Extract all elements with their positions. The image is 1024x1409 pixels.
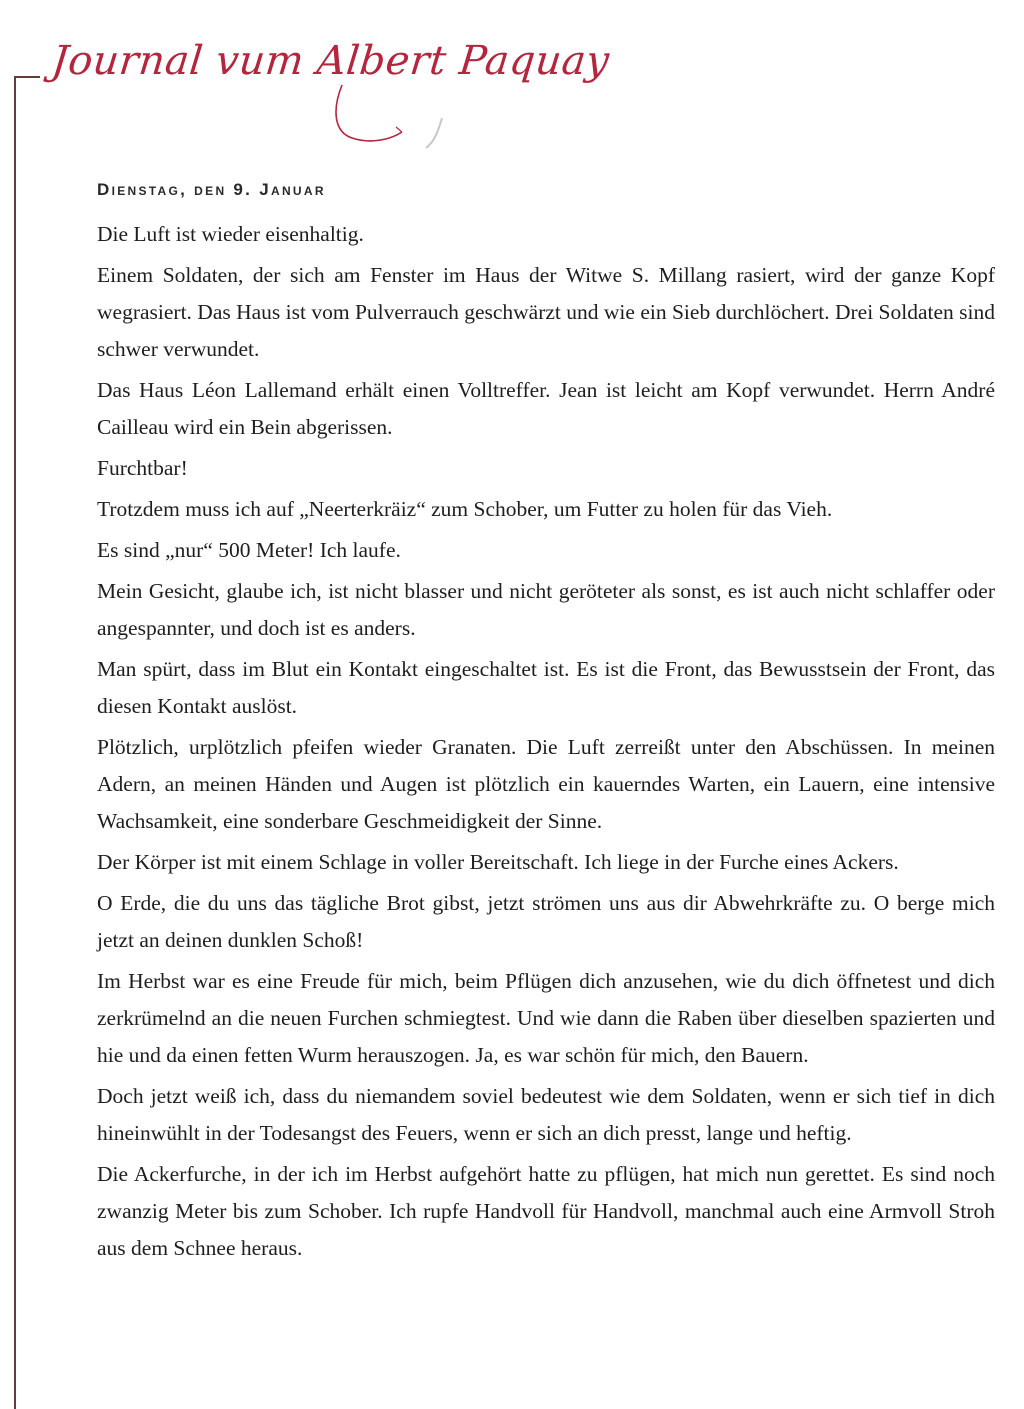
paragraph: Einem Soldaten, der sich am Fenster im Haus der Witwe S. Millang rasiert, wird der ganze Kopf wegrasiert. Das Haus ist vom Pulverrauch geschwärzt und wie ein Sieb durchlöchert. Drei Soldaten sind schwer verwundet. (97, 263, 995, 361)
paragraph: Die Luft ist wieder eisenhaltig. (97, 222, 364, 246)
paragraph: Der Körper ist mit einem Schlage in voller Bereitschaft. Ich liege in der Furche eines Ackers. (97, 850, 899, 874)
title-swash-ornament (330, 80, 460, 160)
paragraph: O Erde, die du uns das tägliche Brot gibst, jetzt strömen uns aus dir Abwehrkräfte zu. O berge mich jetzt an deinen dunklen Schoß! (97, 891, 995, 952)
journal-title: Journal vum Albert Paquay (49, 38, 612, 84)
entry-date-heading: Dienstag, den 9. Januar (97, 180, 326, 199)
frame-left-rule (14, 76, 16, 1409)
paragraph: Das Haus Léon Lallemand erhält einen Volltreffer. Jean ist leicht am Kopf verwundet. Herrn André Cailleau wird ein Bein abgerissen. (97, 378, 995, 439)
frame-top-rule (14, 76, 40, 78)
paragraph: Doch jetzt weiß ich, dass du niemandem soviel bedeutest wie dem Soldaten, wenn er sich tief in dich hineinwühlt in der Todesangst des Feuers, wenn er sich an dich presst, lange und heftig. (97, 1084, 995, 1145)
journal-entry (97, 178, 995, 1271)
paragraph: Es sind „nur“ 500 Meter! Ich laufe. (97, 538, 401, 562)
paragraph: Trotzdem muss ich auf „Neerterkräiz“ zum Schober, um Futter zu holen für das Vieh. (97, 497, 833, 521)
paragraph: Mein Gesicht, glaube ich, ist nicht blasser und nicht geröteter als sonst, es ist auch nicht schlaffer oder angespannter, und doch ist es anders. (97, 579, 995, 640)
paragraph: Furchtbar! (97, 456, 188, 480)
paragraph: Im Herbst war es eine Freude für mich, beim Pflügen dich anzusehen, wie du dich öffnetest und dich zerkrümelnd an die neuen Furchen schmiegtest. Und wie dann die Raben über dieselben spazierten und hie und da einen fetten Wurm herauszogen. Ja, es war schön für mich, den Bauern. (97, 969, 995, 1067)
paragraph: Man spürt, dass im Blut ein Kontakt eingeschaltet ist. Es ist die Front, das Bewusstsein der Front, das diesen Kontakt auslöst. (97, 657, 995, 718)
paragraph: Die Ackerfurche, in der ich im Herbst aufgehört hatte zu pflügen, hat mich nun gerettet. Es sind noch zwanzig Meter bis zum Schober. Ich rupfe Handvoll für Handvoll, manchmal auch eine Armvoll Stroh aus dem Schnee heraus. (97, 1162, 995, 1260)
paragraph: Plötzlich, urplötzlich pfeifen wieder Granaten. Die Luft zerreißt unter den Abschüssen. In meinen Adern, an meinen Händen und Augen ist plötzlich ein kauerndes Warten, ein Lauern, eine intensive Wachsamkeit, eine sonderbare Geschmeidigkeit der Sinne. (97, 735, 995, 833)
